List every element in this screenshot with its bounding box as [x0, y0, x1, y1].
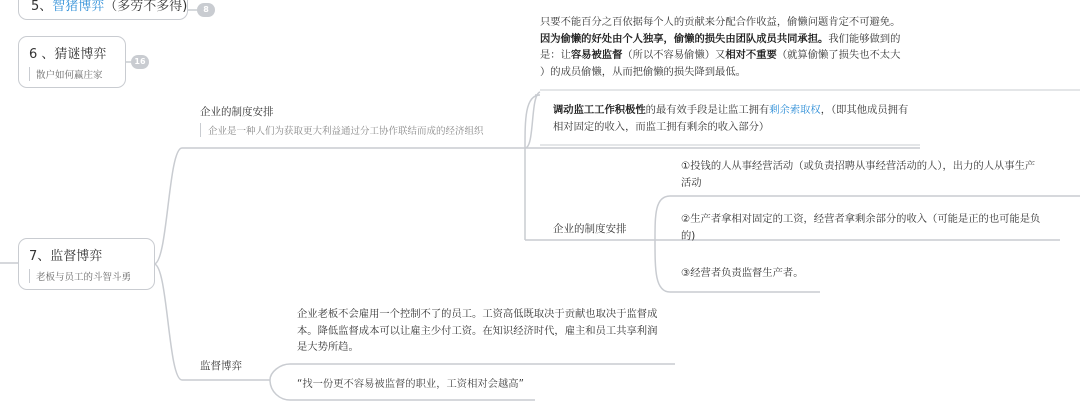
text-line: 本。降低监督成本可以让雇主少付工资。在知识经济时代，雇主和员工共享利润 — [297, 324, 658, 337]
node-subtitle: 老板与员工的斗智斗勇 — [29, 269, 131, 283]
node-link-title[interactable]: 智猪博弈 — [52, 0, 105, 14]
bold-text: 容易被监督 — [570, 49, 623, 61]
collapse-count-badge[interactable]: 16 — [131, 55, 149, 69]
text-line: 企业老板不会雇用一个控制不了的员工。工资高低既取决于贡献也取决于监督成 — [297, 308, 658, 320]
bold-text: 相对不重要 — [725, 49, 777, 61]
note-incentive-paragraph — [553, 102, 933, 135]
text-line: 是大势所趋。 — [297, 341, 359, 353]
bold-text: 因为偷懒的好处由个人独享，偷懒的损失由团队成员共同承担。 — [540, 32, 829, 45]
branch-sub-enterprise-definition: 企业是一种人们为获取更大利益通过分工协作联结而成的经济组织 — [200, 123, 484, 137]
text-span: 的最有效手段是让监工拥有 — [645, 104, 770, 116]
node-title: 6 、猜谜博弈 — [29, 47, 107, 62]
node-title: 7、监督博弈 — [29, 249, 103, 264]
quote-harder-to-supervise: “找一份更不容易被监督的职业，工资相对会越高” — [297, 378, 524, 390]
text-line: ③经营者负责监督生产者。 — [681, 267, 804, 279]
node-subtitle: 散户如何赢庄家 — [29, 67, 103, 81]
text-span: 是：让 — [540, 49, 571, 61]
branch-label-enterprise-system[interactable]: 企业的制度安排 — [200, 106, 274, 118]
branch-label-enterprise-system-2[interactable]: 企业的制度安排 — [553, 223, 627, 235]
text-line: ②生产者拿相对固定的工资，经营者拿剩余部分的收入（可能是正的也可能是负 — [681, 213, 1041, 225]
node-suffix: （多劳不多得) — [104, 0, 188, 14]
text-span: ，（即其他成员拥有 — [820, 104, 909, 116]
branch-label-supervision-game[interactable]: 监督博弈 — [200, 360, 242, 372]
text-span: 我们能够做到的 — [828, 32, 901, 45]
text-line: 的) — [681, 229, 696, 242]
node-supervision-game[interactable] — [18, 238, 155, 290]
bold-text: 调动监工工作积极性 — [553, 104, 646, 116]
text-span: （所以不容易偷懒）又 — [622, 49, 726, 61]
note-supervision-paragraph — [297, 306, 677, 356]
text-line: 活动 — [681, 176, 702, 189]
text-line: ）的成员偷懒，从而把偷懒的损失降到最低。 — [540, 65, 746, 78]
text-line: 只要不能百分之百依据每个人的贡献来分配合作收益，偷懒问题肯定不可避免。 — [540, 16, 901, 28]
node-number: 5、 — [31, 0, 53, 14]
residual-claim-link[interactable]: 剩余索取权 — [769, 104, 821, 116]
note-shirking-paragraph — [540, 14, 1080, 80]
node-guess-game[interactable] — [18, 36, 126, 88]
text-span: （就算偷懒了损失也不太大 — [776, 49, 901, 61]
list-item-manager-supervises — [681, 265, 981, 282]
text-line: ①投钱的人从事经营活动（或负责招聘从事经营活动的人），出力的人从事生产 — [681, 160, 1036, 172]
collapse-count-badge[interactable]: 8 — [197, 3, 215, 17]
node-smart-pig-game[interactable] — [18, 0, 188, 20]
list-item-investor-operations — [681, 158, 1076, 191]
text-line: 相对固定的收入，而监工拥有剩余的收入部分） — [553, 120, 770, 133]
list-item-fixed-wage — [681, 211, 1076, 244]
